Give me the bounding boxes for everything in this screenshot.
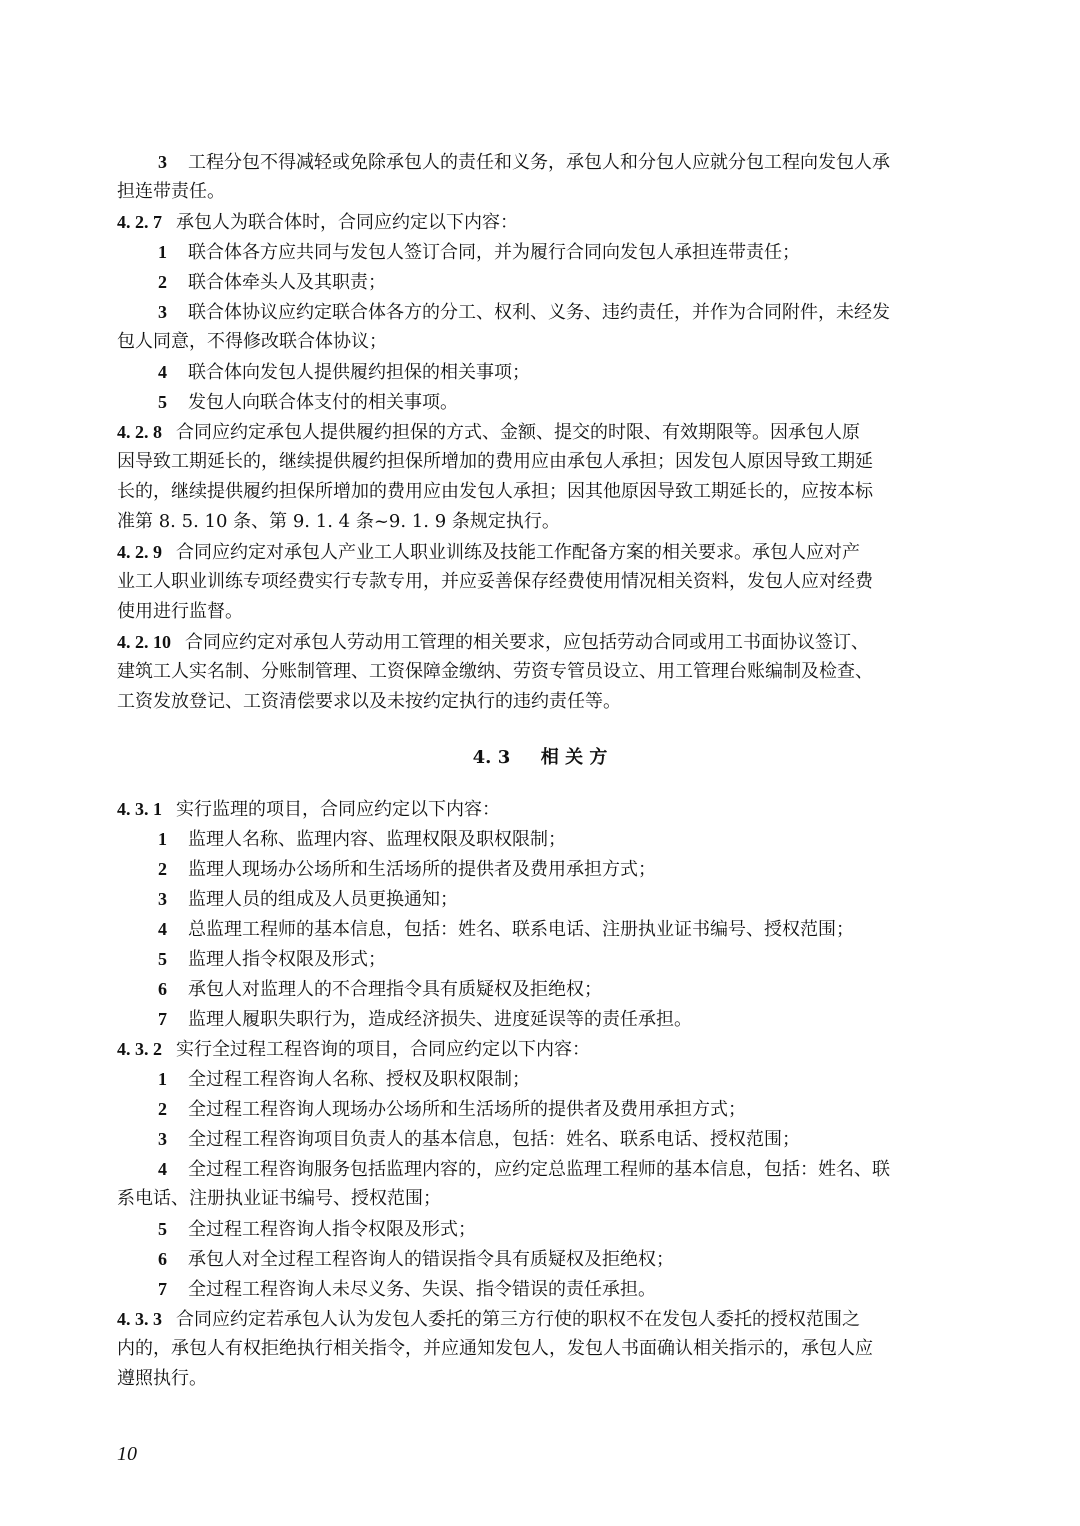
clause-number: 6: [158, 1249, 167, 1269]
clause-number: 7: [158, 1009, 167, 1029]
line-text: 包人同意，不得修改联合体协议；: [117, 331, 387, 352]
line-text: 准第 8. 5. 10 条、第 9. 1. 4 条~9. 1. 9 条规定执行。: [117, 511, 560, 532]
line-text: 合同应约定承包人提供履约担保的方式、金额、提交的时限、有效期限等。因承包人原: [176, 422, 860, 443]
line-text: 联合体向发包人提供履约担保的相关事项；: [188, 362, 530, 383]
section-heading: [0, 748, 1080, 768]
line-text: 全过程工程咨询人未尽义务、失误、指令错误的责任承担。: [188, 1279, 656, 1300]
clause-number: 4: [158, 919, 167, 939]
clause-number: 5: [158, 392, 167, 412]
line-text: 全过程工程咨询服务包括监理内容的，应约定总监理工程师的基本信息，包括：姓名、联: [188, 1159, 890, 1180]
text-line: [117, 1309, 963, 1330]
text-line: [158, 272, 963, 293]
text-line: [117, 422, 963, 443]
text-line: [158, 1159, 963, 1180]
line-text: 承包人为联合体时，合同应约定以下内容：: [176, 212, 518, 233]
section-number: 4. 3. 3: [117, 1309, 162, 1329]
line-text: 使用进行监督。: [117, 601, 243, 622]
line-text: 承包人对监理人的不合理指令具有质疑权及拒绝权；: [188, 979, 602, 1000]
line-text: 联合体牵头人及其职责；: [188, 272, 386, 293]
section-number: 4. 2. 9: [117, 542, 162, 562]
line-text: 实行全过程工程咨询的项目，合同应约定以下内容：: [176, 1039, 590, 1060]
line-text: 联合体协议应约定联合体各方的分工、权利、义务、违约责任，并作为合同附件，未经发: [188, 302, 890, 323]
line-text: 监理人名称、监理内容、监理权限及职权限制；: [188, 829, 566, 850]
line-text: 建筑工人实名制、分账制管理、工资保障金缴纳、劳资专管员设立、用工管理台账编制及检查、: [117, 661, 873, 682]
section-number: 4. 3. 2: [117, 1039, 162, 1059]
text-line: [158, 859, 963, 880]
text-line: [158, 979, 963, 1000]
clause-number: 4: [158, 362, 167, 382]
line-text: 系电话、注册执业证书编号、授权范围；: [117, 1188, 441, 1209]
text-line: [117, 1039, 963, 1060]
line-text: 实行监理的项目，合同应约定以下内容：: [176, 799, 500, 820]
text-line: [117, 512, 963, 532]
text-line: [117, 692, 963, 712]
clause-number: 1: [158, 1069, 167, 1089]
line-text: 监理人履职失职行为，造成经济损失、进度延误等的责任承担。: [188, 1009, 692, 1030]
clause-number: 2: [158, 859, 167, 879]
line-text: 承包人对全过程工程咨询人的错误指令具有质疑权及拒绝权；: [188, 1249, 674, 1270]
line-text: 内的，承包人有权拒绝执行相关指令，并应通知发包人，发包人书面确认相关指示的，承包人应: [117, 1338, 873, 1359]
clause-number: 3: [158, 152, 167, 172]
line-text: 因导致工期延长的，继续提供履约担保所增加的费用应由承包人承担；因发包人原因导致工期延: [117, 451, 873, 472]
text-line: [158, 919, 963, 940]
text-line: [117, 632, 963, 653]
line-text: 合同应约定对承包人劳动用工管理的相关要求，应包括劳动合同或用工书面协议签订、: [185, 632, 869, 653]
line-text: 合同应约定对承包人产业工人职业训练及技能工作配备方案的相关要求。承包人应对产: [176, 542, 860, 563]
line-text: 遵照执行。: [117, 1368, 207, 1389]
clause-number: 1: [158, 242, 167, 262]
section-title: 相 关 方: [540, 747, 608, 768]
clause-number: 1: [158, 829, 167, 849]
line-text: 业工人职业训练专项经费实行专款专用，并应妥善保存经费使用情况相关资料，发包人应对经费: [117, 571, 873, 592]
text-line: [117, 482, 963, 502]
section-number: 4. 2. 7: [117, 212, 162, 232]
text-line: [117, 452, 963, 472]
text-line: [117, 1369, 963, 1389]
line-text: 工资发放登记、工资清偿要求以及未按约定执行的违约责任等。: [117, 691, 621, 712]
clause-number: 5: [158, 949, 167, 969]
section-number: 4. 2. 8: [117, 422, 162, 442]
clause-number: 2: [158, 1099, 167, 1119]
clause-number: 2: [158, 272, 167, 292]
text-line: [117, 212, 963, 233]
clause-number: 4: [158, 1159, 167, 1179]
line-text: 联合体各方应共同与发包人签订合同，并为履行合同向发包人承担连带责任；: [188, 242, 800, 263]
section-number: 4. 3. 1: [117, 799, 162, 819]
line-text: 监理人指令权限及形式；: [188, 949, 386, 970]
section-number: 4. 3: [472, 747, 511, 768]
text-line: [158, 1279, 963, 1300]
text-line: [117, 572, 963, 592]
text-line: [158, 1099, 963, 1120]
clause-number: 5: [158, 1219, 167, 1239]
line-text: 工程分包不得减轻或免除承包人的责任和义务，承包人和分包人应就分包工程向发包人承: [188, 152, 890, 173]
clause-number: 3: [158, 302, 167, 322]
text-line: [117, 602, 963, 622]
section-number: 4. 2. 10: [117, 632, 171, 652]
line-text: 发包人向联合体支付的相关事项。: [188, 392, 458, 413]
clause-number: 3: [158, 1129, 167, 1149]
text-line: [158, 1009, 963, 1030]
line-text: 监理人员的组成及人员更换通知；: [188, 889, 458, 910]
text-line: [158, 1219, 963, 1240]
text-line: [158, 242, 963, 263]
line-text: 全过程工程咨询人名称、授权及职权限制；: [188, 1069, 530, 1090]
text-line: [117, 799, 963, 820]
text-line: [117, 1189, 963, 1209]
text-line: [158, 392, 963, 413]
line-text: 担连带责任。: [117, 181, 225, 202]
line-text: 监理人现场办公场所和生活场所的提供者及费用承担方式；: [188, 859, 656, 880]
text-line: [158, 949, 963, 970]
text-line: [117, 542, 963, 563]
line-text: 全过程工程咨询项目负责人的基本信息，包括：姓名、联系电话、授权范围；: [188, 1129, 800, 1150]
text-line: [117, 182, 963, 202]
line-text: 全过程工程咨询人现场办公场所和生活场所的提供者及费用承担方式；: [188, 1099, 746, 1120]
clause-number: 6: [158, 979, 167, 999]
clause-number: 3: [158, 889, 167, 909]
page-number: 10: [117, 1443, 137, 1465]
text-line: [158, 1249, 963, 1270]
text-line: [158, 1129, 963, 1150]
line-text: 合同应约定若承包人认为发包人委托的第三方行使的职权不在发包人委托的授权范围之: [176, 1309, 860, 1330]
text-line: [158, 889, 963, 910]
text-line: [117, 1339, 963, 1359]
text-line: [158, 829, 963, 850]
line-text: 长的，继续提供履约担保所增加的费用应由发包人承担；因其他原因导致工期延长的，应按本标: [117, 481, 873, 502]
clause-number: 7: [158, 1279, 167, 1299]
text-line: [158, 152, 963, 173]
text-line: [158, 362, 963, 383]
line-text: 总监理工程师的基本信息，包括：姓名、联系电话、注册执业证书编号、授权范围；: [188, 919, 854, 940]
text-line: [117, 332, 963, 352]
text-line: [158, 1069, 963, 1090]
text-line: [158, 302, 963, 323]
line-text: 全过程工程咨询人指令权限及形式；: [188, 1219, 476, 1240]
text-line: [117, 662, 963, 682]
